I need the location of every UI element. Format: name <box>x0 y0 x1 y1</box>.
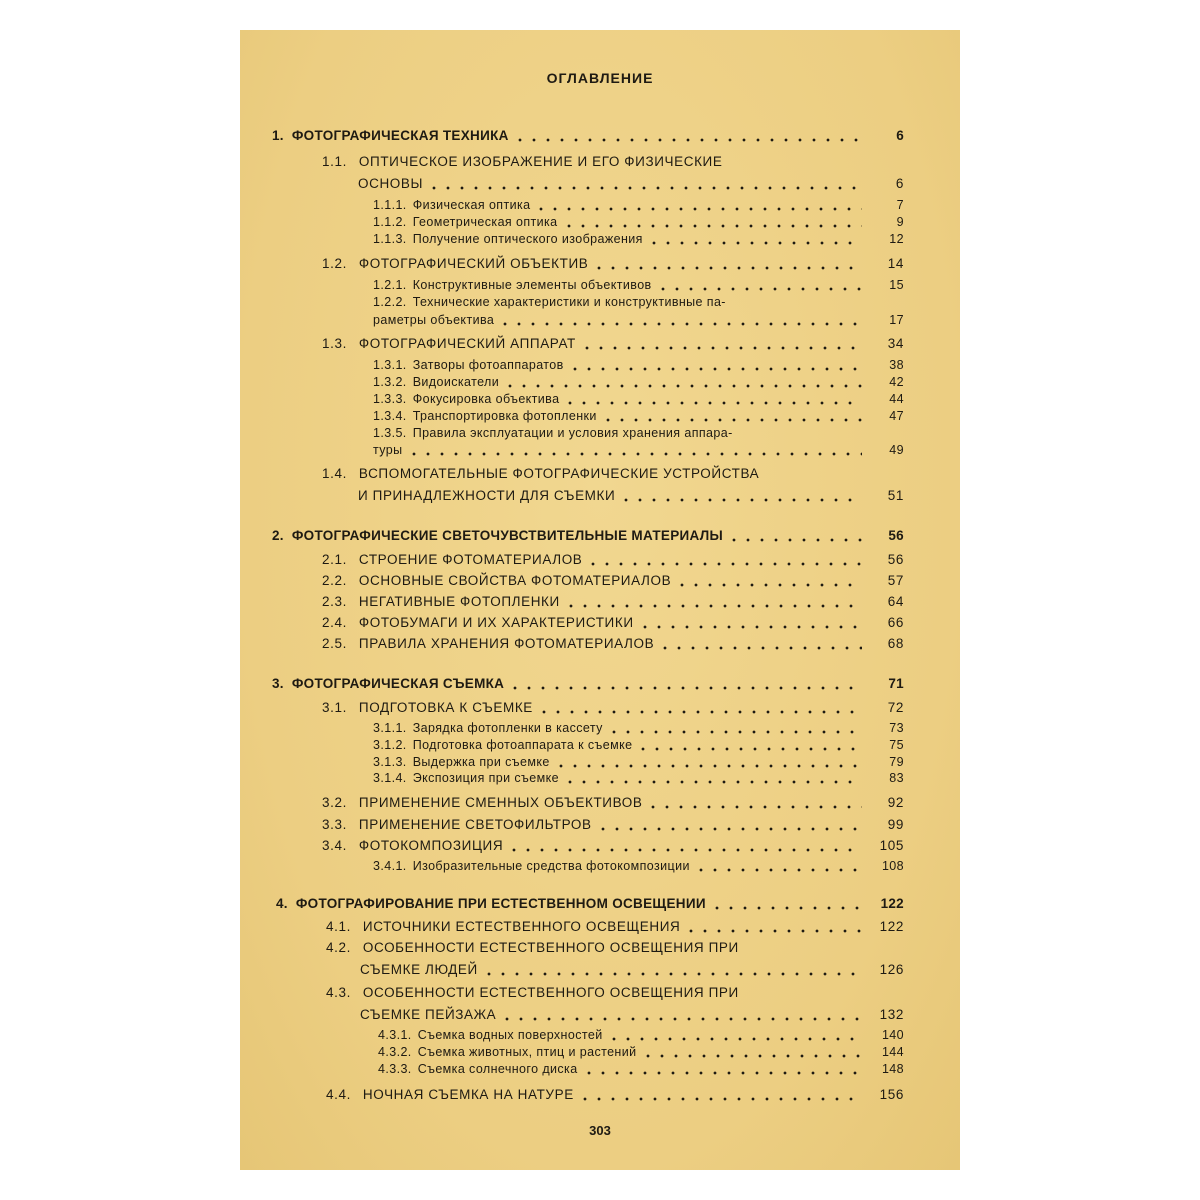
entry-page: 99 <box>887 817 904 832</box>
leader-dots <box>694 861 862 874</box>
toc-entry-3-1 <box>322 700 904 715</box>
entry-page: 72 <box>887 700 904 715</box>
entry-number: 3.1.4. <box>373 771 407 785</box>
leader-dots <box>500 1009 862 1023</box>
entry-number: 3.4.1. <box>373 859 407 873</box>
entry-title: Зарядка фотопленки в кассету <box>412 721 603 735</box>
entry-title: ФОТОКОМПОЗИЦИЯ <box>358 838 504 853</box>
toc-entry-3-1-2 <box>373 738 904 752</box>
toc-entry-2 <box>272 528 904 543</box>
entry-page: 108 <box>881 859 904 873</box>
toc-entry-1-1-1 <box>373 198 904 212</box>
entry-page: 57 <box>887 573 904 588</box>
leader-dots <box>636 740 862 753</box>
toc-entry-1-3-5 <box>373 443 904 457</box>
toc-entry-3-1-4 <box>373 771 904 785</box>
entry-title-continued: раметры объектива <box>373 313 495 327</box>
entry-title: ФОТОГРАФИЧЕСКИЙ АППАРАТ <box>358 336 576 351</box>
entry-page: 42 <box>889 375 904 389</box>
entry-number: 3.3. <box>322 817 347 832</box>
entry-page: 9 <box>896 215 904 229</box>
toc-entry-1-2-2 <box>373 313 904 327</box>
entry-title: ПОДГОТОВКА К СЪЕМКЕ <box>358 700 533 715</box>
toc-entry-4-2 <box>360 962 904 977</box>
leader-dots <box>508 678 862 692</box>
entry-page: 122 <box>880 896 904 911</box>
entry-title: ПРАВИЛА ХРАНЕНИЯ ФОТОМАТЕРИАЛОВ <box>358 636 655 651</box>
leader-dots <box>641 1047 863 1060</box>
toc-entry-4-1 <box>326 919 904 934</box>
leader-dots <box>684 921 862 935</box>
toc-entry-1-3 <box>322 336 904 351</box>
entry-title: НЕГАТИВНЫЕ ФОТОПЛЕНКИ <box>358 594 560 609</box>
entry-title: Правила эксплуатации и условия хранения аппара- <box>412 426 733 440</box>
leader-dots <box>554 757 862 770</box>
toc-entry-1-3-5-line1 <box>373 426 733 440</box>
entry-page: 132 <box>879 1007 904 1022</box>
toc-entry-3 <box>272 676 904 691</box>
leader-dots <box>513 130 862 144</box>
leader-dots <box>675 575 862 589</box>
entry-number: 1.1.1. <box>373 198 407 212</box>
entry-page: 71 <box>888 676 904 691</box>
entry-number: 2.3. <box>322 594 347 609</box>
entry-number: 2.5. <box>322 636 347 651</box>
leader-dots <box>607 1030 862 1043</box>
entry-page: 148 <box>881 1062 904 1076</box>
toc-entry-1-3-3 <box>373 392 904 406</box>
leader-dots <box>592 258 862 272</box>
toc-entry-4-3-1 <box>378 1028 904 1042</box>
toc-entry-1-3-2 <box>373 375 904 389</box>
toc-entry-4-2-line1 <box>326 940 739 955</box>
entry-number: 4.3.1. <box>378 1028 412 1042</box>
entry-number: 1.3. <box>322 336 347 351</box>
leader-dots <box>537 702 862 716</box>
entry-title: ОСОБЕННОСТИ ЕСТЕСТВЕННОГО ОСВЕЩЕНИЯ ПРИ <box>362 985 739 1000</box>
toc-entry-4-3-2 <box>378 1045 904 1059</box>
leader-dots <box>580 338 862 352</box>
toc-entry-3-4-1 <box>373 859 904 873</box>
toc-entry-1 <box>272 128 904 143</box>
entry-page: 56 <box>888 528 904 543</box>
entry-title: Съемка водных поверхностей <box>417 1028 603 1042</box>
entry-number: 1.1.3. <box>373 232 407 246</box>
entry-number: 1.2.2. <box>373 295 407 309</box>
entry-number: 1.3.4. <box>373 409 407 423</box>
entry-title: Съемка солнечного диска <box>417 1062 578 1076</box>
leader-dots <box>563 394 862 407</box>
entry-page: 122 <box>879 919 904 934</box>
entry-number: 1.2. <box>322 256 347 271</box>
entry-number: 1. <box>272 128 284 143</box>
entry-title: ФОТОГРАФИРОВАНИЕ ПРИ ЕСТЕСТВЕННОМ ОСВЕЩЕНИИ <box>295 896 706 911</box>
entry-page: 75 <box>889 738 904 752</box>
toc-entry-4-3 <box>360 1007 904 1022</box>
entry-page: 92 <box>887 795 904 810</box>
entry-title: ФОТОГРАФИЧЕСКАЯ ТЕХНИКА <box>291 128 509 143</box>
entry-number: 4.3.3. <box>378 1062 412 1076</box>
toc-entry-1-3-1 <box>373 358 904 372</box>
entry-page: 144 <box>881 1045 904 1059</box>
leader-dots <box>601 411 862 424</box>
entry-title: ФОТОБУМАГИ И ИХ ХАРАКТЕРИСТИКИ <box>358 615 634 630</box>
toc-entry-1-1-2 <box>373 215 904 229</box>
toc-entry-1-1-3 <box>373 232 904 246</box>
entry-page: 47 <box>889 409 904 423</box>
leader-dots <box>710 898 862 912</box>
toc-entry-2-5 <box>322 636 904 651</box>
entry-page: 79 <box>889 755 904 769</box>
entry-number: 3.1.2. <box>373 738 407 752</box>
entry-page: 68 <box>887 636 904 651</box>
toc-entry-1-4 <box>358 488 904 503</box>
entry-page: 6 <box>896 128 904 143</box>
page-number: 303 <box>589 1123 611 1138</box>
toc-entry-1-3-4 <box>373 409 904 423</box>
entry-number: 3. <box>272 676 284 691</box>
leader-dots <box>568 360 862 373</box>
entry-number: 4.2. <box>326 940 351 955</box>
entry-title: Съемка животных, птиц и растений <box>417 1045 637 1059</box>
entry-title-continued: СЪЕМКЕ ПЕЙЗАЖА <box>360 1007 497 1022</box>
entry-number: 4. <box>276 896 288 911</box>
entry-page: 140 <box>881 1028 904 1042</box>
leader-dots <box>656 280 862 293</box>
toc-entry-3-1-1 <box>373 721 904 735</box>
entry-number: 2. <box>272 528 284 543</box>
leader-dots <box>407 445 862 458</box>
leader-dots <box>607 723 862 736</box>
entry-page: 34 <box>887 336 904 351</box>
leader-dots <box>534 200 862 213</box>
entry-page: 14 <box>887 256 904 271</box>
entry-number: 1.4. <box>322 466 347 481</box>
entry-title: Изобразительные средства фотокомпозиции <box>412 859 690 873</box>
book-page <box>240 30 960 1170</box>
entry-number: 2.4. <box>322 615 347 630</box>
toc-entry-1-2-1 <box>373 278 904 292</box>
entry-title: Получение оптического изображения <box>412 232 643 246</box>
toc-entry-1-2-2-line1 <box>373 295 726 309</box>
toc-entry-3-4 <box>322 838 904 853</box>
toc-entry-2-1 <box>322 552 904 567</box>
entry-title-continued: И ПРИНАДЛЕЖНОСТИ ДЛЯ СЪЕМКИ <box>358 488 616 503</box>
entry-title: Фокусировка объектива <box>412 392 560 406</box>
toc-entry-4-3-3 <box>378 1062 904 1076</box>
leader-dots <box>582 1064 862 1077</box>
leader-dots <box>586 554 862 568</box>
toc-entry-3-3 <box>322 817 904 832</box>
toc-entry-1-2 <box>322 256 904 271</box>
entry-title: Экспозиция при съемке <box>412 771 559 785</box>
entry-page: 126 <box>879 962 904 977</box>
entry-title: ФОТОГРАФИЧЕСКИЕ СВЕТОЧУВСТВИТЕЛЬНЫЕ МАТЕРИАЛЫ <box>291 528 724 543</box>
leader-dots <box>482 964 862 978</box>
entry-page: 6 <box>895 176 904 191</box>
entry-title: ВСПОМОГАТЕЛЬНЫЕ ФОТОГРАФИЧЕСКИЕ УСТРОЙСТВА <box>358 466 760 481</box>
leader-dots <box>427 178 862 192</box>
entry-number: 1.1. <box>322 154 347 169</box>
entry-number: 1.2.1. <box>373 278 407 292</box>
entry-title: ФОТОГРАФИЧЕСКАЯ СЪЕМКА <box>291 676 505 691</box>
entry-page: 66 <box>887 615 904 630</box>
entry-title: ОСОБЕННОСТИ ЕСТЕСТВЕННОГО ОСВЕЩЕНИЯ ПРИ <box>362 940 739 955</box>
entry-title: Конструктивные элементы объективов <box>412 278 652 292</box>
entry-title: СТРОЕНИЕ ФОТОМАТЕРИАЛОВ <box>358 552 583 567</box>
entry-page: 12 <box>889 232 904 246</box>
leader-dots <box>727 530 862 544</box>
leader-dots <box>658 638 862 652</box>
entry-title: Транспортировка фотопленки <box>412 409 597 423</box>
entry-title: ИСТОЧНИКИ ЕСТЕСТВЕННОГО ОСВЕЩЕНИЯ <box>362 919 681 934</box>
leader-dots <box>507 840 862 854</box>
entry-number: 3.1.1. <box>373 721 407 735</box>
entry-number: 1.3.5. <box>373 426 407 440</box>
entry-number: 4.1. <box>326 919 351 934</box>
entry-number: 2.2. <box>322 573 347 588</box>
entry-page: 44 <box>889 392 904 406</box>
leader-dots <box>647 234 862 247</box>
page-heading: ОГЛАВЛЕНИЕ <box>546 70 654 86</box>
entry-title: ОПТИЧЕСКОЕ ИЗОБРАЖЕНИЕ И ЕГО ФИЗИЧЕСКИЕ <box>358 154 723 169</box>
leader-dots <box>563 773 862 786</box>
leader-dots <box>503 377 862 390</box>
leader-dots <box>562 217 863 230</box>
leader-dots <box>498 315 862 328</box>
entry-number: 3.4. <box>322 838 347 853</box>
entry-title: НОЧНАЯ СЪЕМКА НА НАТУРЕ <box>362 1087 574 1102</box>
entry-title: Затворы фотоаппаратов <box>412 358 564 372</box>
entry-page: 7 <box>896 198 904 212</box>
entry-page: 17 <box>889 313 904 327</box>
leader-dots <box>578 1089 862 1103</box>
toc-entry-2-2 <box>322 573 904 588</box>
entry-page: 15 <box>889 278 904 292</box>
toc-entry-1-1-line1 <box>322 154 722 169</box>
toc-entry-3-1-3 <box>373 755 904 769</box>
leader-dots <box>596 819 862 833</box>
entry-title: Физическая оптика <box>412 198 531 212</box>
toc-entry-4 <box>276 896 904 911</box>
entry-title: ФОТОГРАФИЧЕСКИЙ ОБЪЕКТИВ <box>358 256 589 271</box>
entry-number: 4.3. <box>326 985 351 1000</box>
leader-dots <box>638 617 862 631</box>
entry-number: 3.2. <box>322 795 347 810</box>
toc-entry-2-4 <box>322 615 904 630</box>
entry-title: ПРИМЕНЕНИЕ СВЕТОФИЛЬТРОВ <box>358 817 592 832</box>
entry-page: 83 <box>889 771 904 785</box>
entry-title: Видоискатели <box>412 375 500 389</box>
entry-page: 56 <box>887 552 904 567</box>
entry-title: ОСНОВНЫЕ СВОЙСТВА ФОТОМАТЕРИАЛОВ <box>358 573 672 588</box>
entry-number: 1.3.3. <box>373 392 407 406</box>
toc-entry-1-1 <box>358 176 904 191</box>
entry-title-continued: туры <box>373 443 403 457</box>
entry-page: 49 <box>889 443 904 457</box>
entry-number: 2.1. <box>322 552 347 567</box>
entry-number: 4.3.2. <box>378 1045 412 1059</box>
entry-number: 3.1. <box>322 700 347 715</box>
entry-title: Выдержка при съемке <box>412 755 550 769</box>
entry-number: 1.3.2. <box>373 375 407 389</box>
entry-title: Геометрическая оптика <box>412 215 558 229</box>
toc-entry-4-3-line1 <box>326 985 739 1000</box>
entry-title: Подготовка фотоаппарата к съемке <box>412 738 633 752</box>
entry-number: 4.4. <box>326 1087 351 1102</box>
entry-page: 156 <box>879 1087 904 1102</box>
toc-entry-1-4-line1 <box>322 466 759 481</box>
toc-entry-2-3 <box>322 594 904 609</box>
leader-dots <box>646 797 862 811</box>
entry-title-continued: СЪЕМКЕ ЛЮДЕЙ <box>360 962 478 977</box>
toc-entry-4-4 <box>326 1087 904 1102</box>
leader-dots <box>619 490 862 504</box>
entry-page: 73 <box>889 721 904 735</box>
entry-page: 38 <box>889 358 904 372</box>
entry-title: ПРИМЕНЕНИЕ СМЕННЫХ ОБЪЕКТИВОВ <box>358 795 643 810</box>
entry-page: 51 <box>887 488 904 503</box>
toc-entry-3-2 <box>322 795 904 810</box>
entry-title-continued: ОСНОВЫ <box>358 176 424 191</box>
entry-page: 105 <box>879 838 904 853</box>
leader-dots <box>564 596 862 610</box>
entry-title: Технические характеристики и конструктивные па- <box>412 295 726 309</box>
entry-number: 1.3.1. <box>373 358 407 372</box>
entry-number: 1.1.2. <box>373 215 407 229</box>
entry-page: 64 <box>887 594 904 609</box>
entry-number: 3.1.3. <box>373 755 407 769</box>
